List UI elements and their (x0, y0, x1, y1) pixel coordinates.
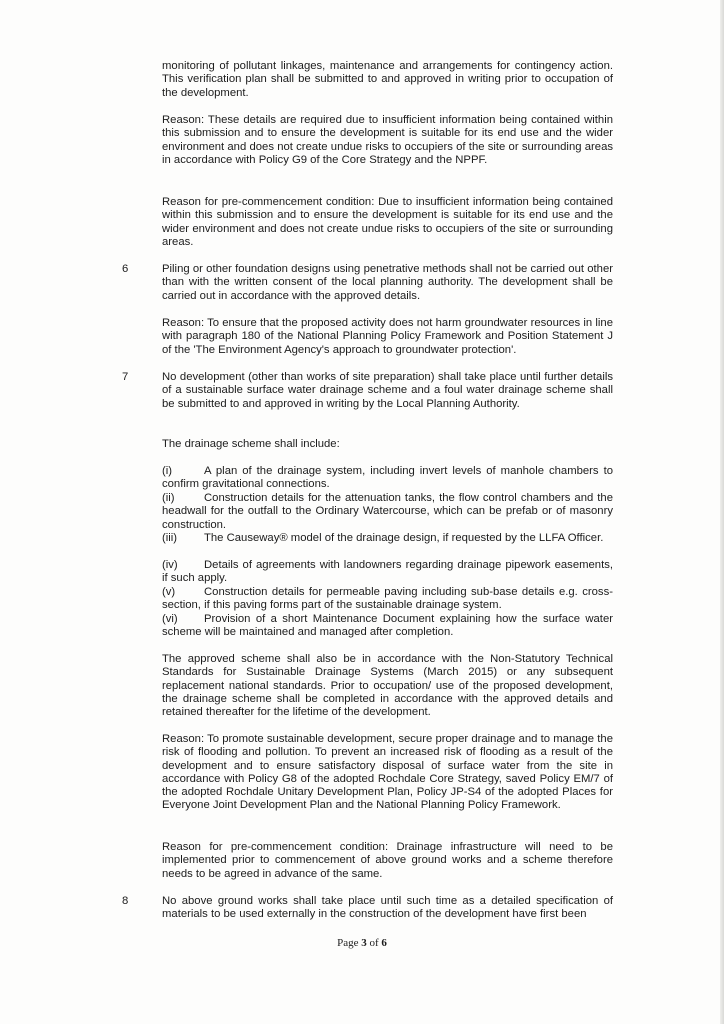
drainage-item-numeral: (vi) (162, 613, 178, 625)
drainage-item-numeral: (v) (162, 586, 176, 598)
drainage-item (162, 465, 613, 492)
approved-scheme-paragraph: The approved scheme shall also be in accordance with the Non-Statutory Technical Standards for Sustainable Drainage Systems (March 2015) or any subsequent replacement national standards. Prior to occupation/ use of the proposed development, the drainage scheme shall be completed in accordance with the approved details and retained thereafter for the lifetime of the development. (162, 653, 613, 719)
condition-number-8: 8 (122, 895, 129, 907)
condition-7-precommencement-reason: Reason for pre-commencement condition: Drainage infrastructure will need to be implemented prior to commencement of above ground works and a scheme therefore needs to be agreed in advance of the same. (162, 841, 613, 880)
pre-commencement-reason-paragraph: Reason for pre-commencement condition: Due to insufficient information being contained within this submission and to ensure the development is suitable for its end use and the wider environment and does not create undue risks to occupiers of the site or surrounding areas. (162, 196, 613, 248)
drainage-item-numeral: (ii) (162, 492, 175, 504)
condition-7-text: No development (other than works of site preparation) shall take place until further details of a sustainable surface water drainage scheme and a foul water drainage scheme shall be submitted to and approved in writing by the Local Planning Authority. (162, 371, 613, 410)
verification-plan-paragraph: monitoring of pollutant linkages, maintenance and arrangements for contingency action. This verification plan shall be submitted to and approved in writing prior to occupation of the development. (162, 60, 613, 99)
condition-8-text: No above ground works shall take place until such time as a detailed specification of materials to be used externally in the construction of the development have first been (162, 895, 613, 921)
condition-7-reason: Reason: To promote sustainable development, secure proper drainage and to manage the risk of flooding and pollution. To prevent an increased risk of flooding as a result of the development and to ensure satisfactory disposal of surface water from the site in accordance with Policy G8 of the adopted Rochdale Core Strategy, saved Policy EM/7 of the adopted Rochdale Unitary Development Plan, Policy JP-S4 of the adopted Places for Everyone Joint Development Plan and the National Planning Policy Framework. (162, 733, 613, 812)
reason-paragraph: Reason: These details are required due to insufficient information being contained within this submission and to ensure the development is suitable for its end use and the wider environment and does not create undue risks to occupiers of the site or surrounding areas in accordance with Policy G9 of the Core Strategy and the NPPF. (162, 114, 613, 166)
drainage-item (162, 559, 613, 586)
drainage-item-text: The Causeway® model of the drainage design, if requested by the LLFA Officer. (204, 532, 604, 544)
of-word: of (369, 937, 379, 949)
drainage-item (162, 532, 613, 545)
scan-edge-shadow (720, 0, 724, 1024)
drainage-item (162, 586, 613, 613)
drainage-item (162, 613, 613, 640)
drainage-item-numeral: (iv) (162, 559, 178, 571)
drainage-item-text: Construction details for the attenuation tanks, the flow control chambers and the headwall for the outfall to the Ordinary Watercourse, which can be prefab or of masonry construction. (162, 492, 613, 531)
condition-6-reason: Reason: To ensure that the proposed activity does not harm groundwater resources in line with paragraph 180 of the National Planning Policy Framework and Position Statement J of the 'The Environment Agency's approach to groundwater protection'. (162, 317, 613, 356)
condition-number-7: 7 (122, 371, 129, 383)
drainage-item-numeral: (i) (162, 465, 173, 477)
condition-number-6: 6 (122, 263, 129, 275)
drainage-item-numeral: (iii) (162, 532, 178, 544)
drainage-item (162, 492, 613, 532)
drainage-item-text: A plan of the drainage system, including invert levels of manhole chambers to confirm gravitational connections. (162, 465, 613, 491)
drainage-item-text: Provision of a short Maintenance Document explaining how the surface water scheme will be maintained and managed after completion. (162, 613, 613, 639)
total-page-number: 6 (381, 937, 387, 949)
page-footer (0, 937, 724, 950)
drainage-scheme-intro: The drainage scheme shall include: (162, 438, 340, 450)
page-word: Page (337, 937, 359, 949)
current-page-number: 3 (361, 937, 367, 949)
drainage-item-text: Construction details for permeable paving including sub-base details e.g. cross-section, if this paving forms part of the sustainable drainage system. (162, 586, 613, 612)
drainage-item-text: Details of agreements with landowners regarding drainage pipework easements, if such apply. (162, 559, 613, 585)
condition-6-text: Piling or other foundation designs using penetrative methods shall not be carried out other than with the written consent of the local planning authority. The development shall be carried out in accordance with the approved details. (162, 263, 613, 302)
